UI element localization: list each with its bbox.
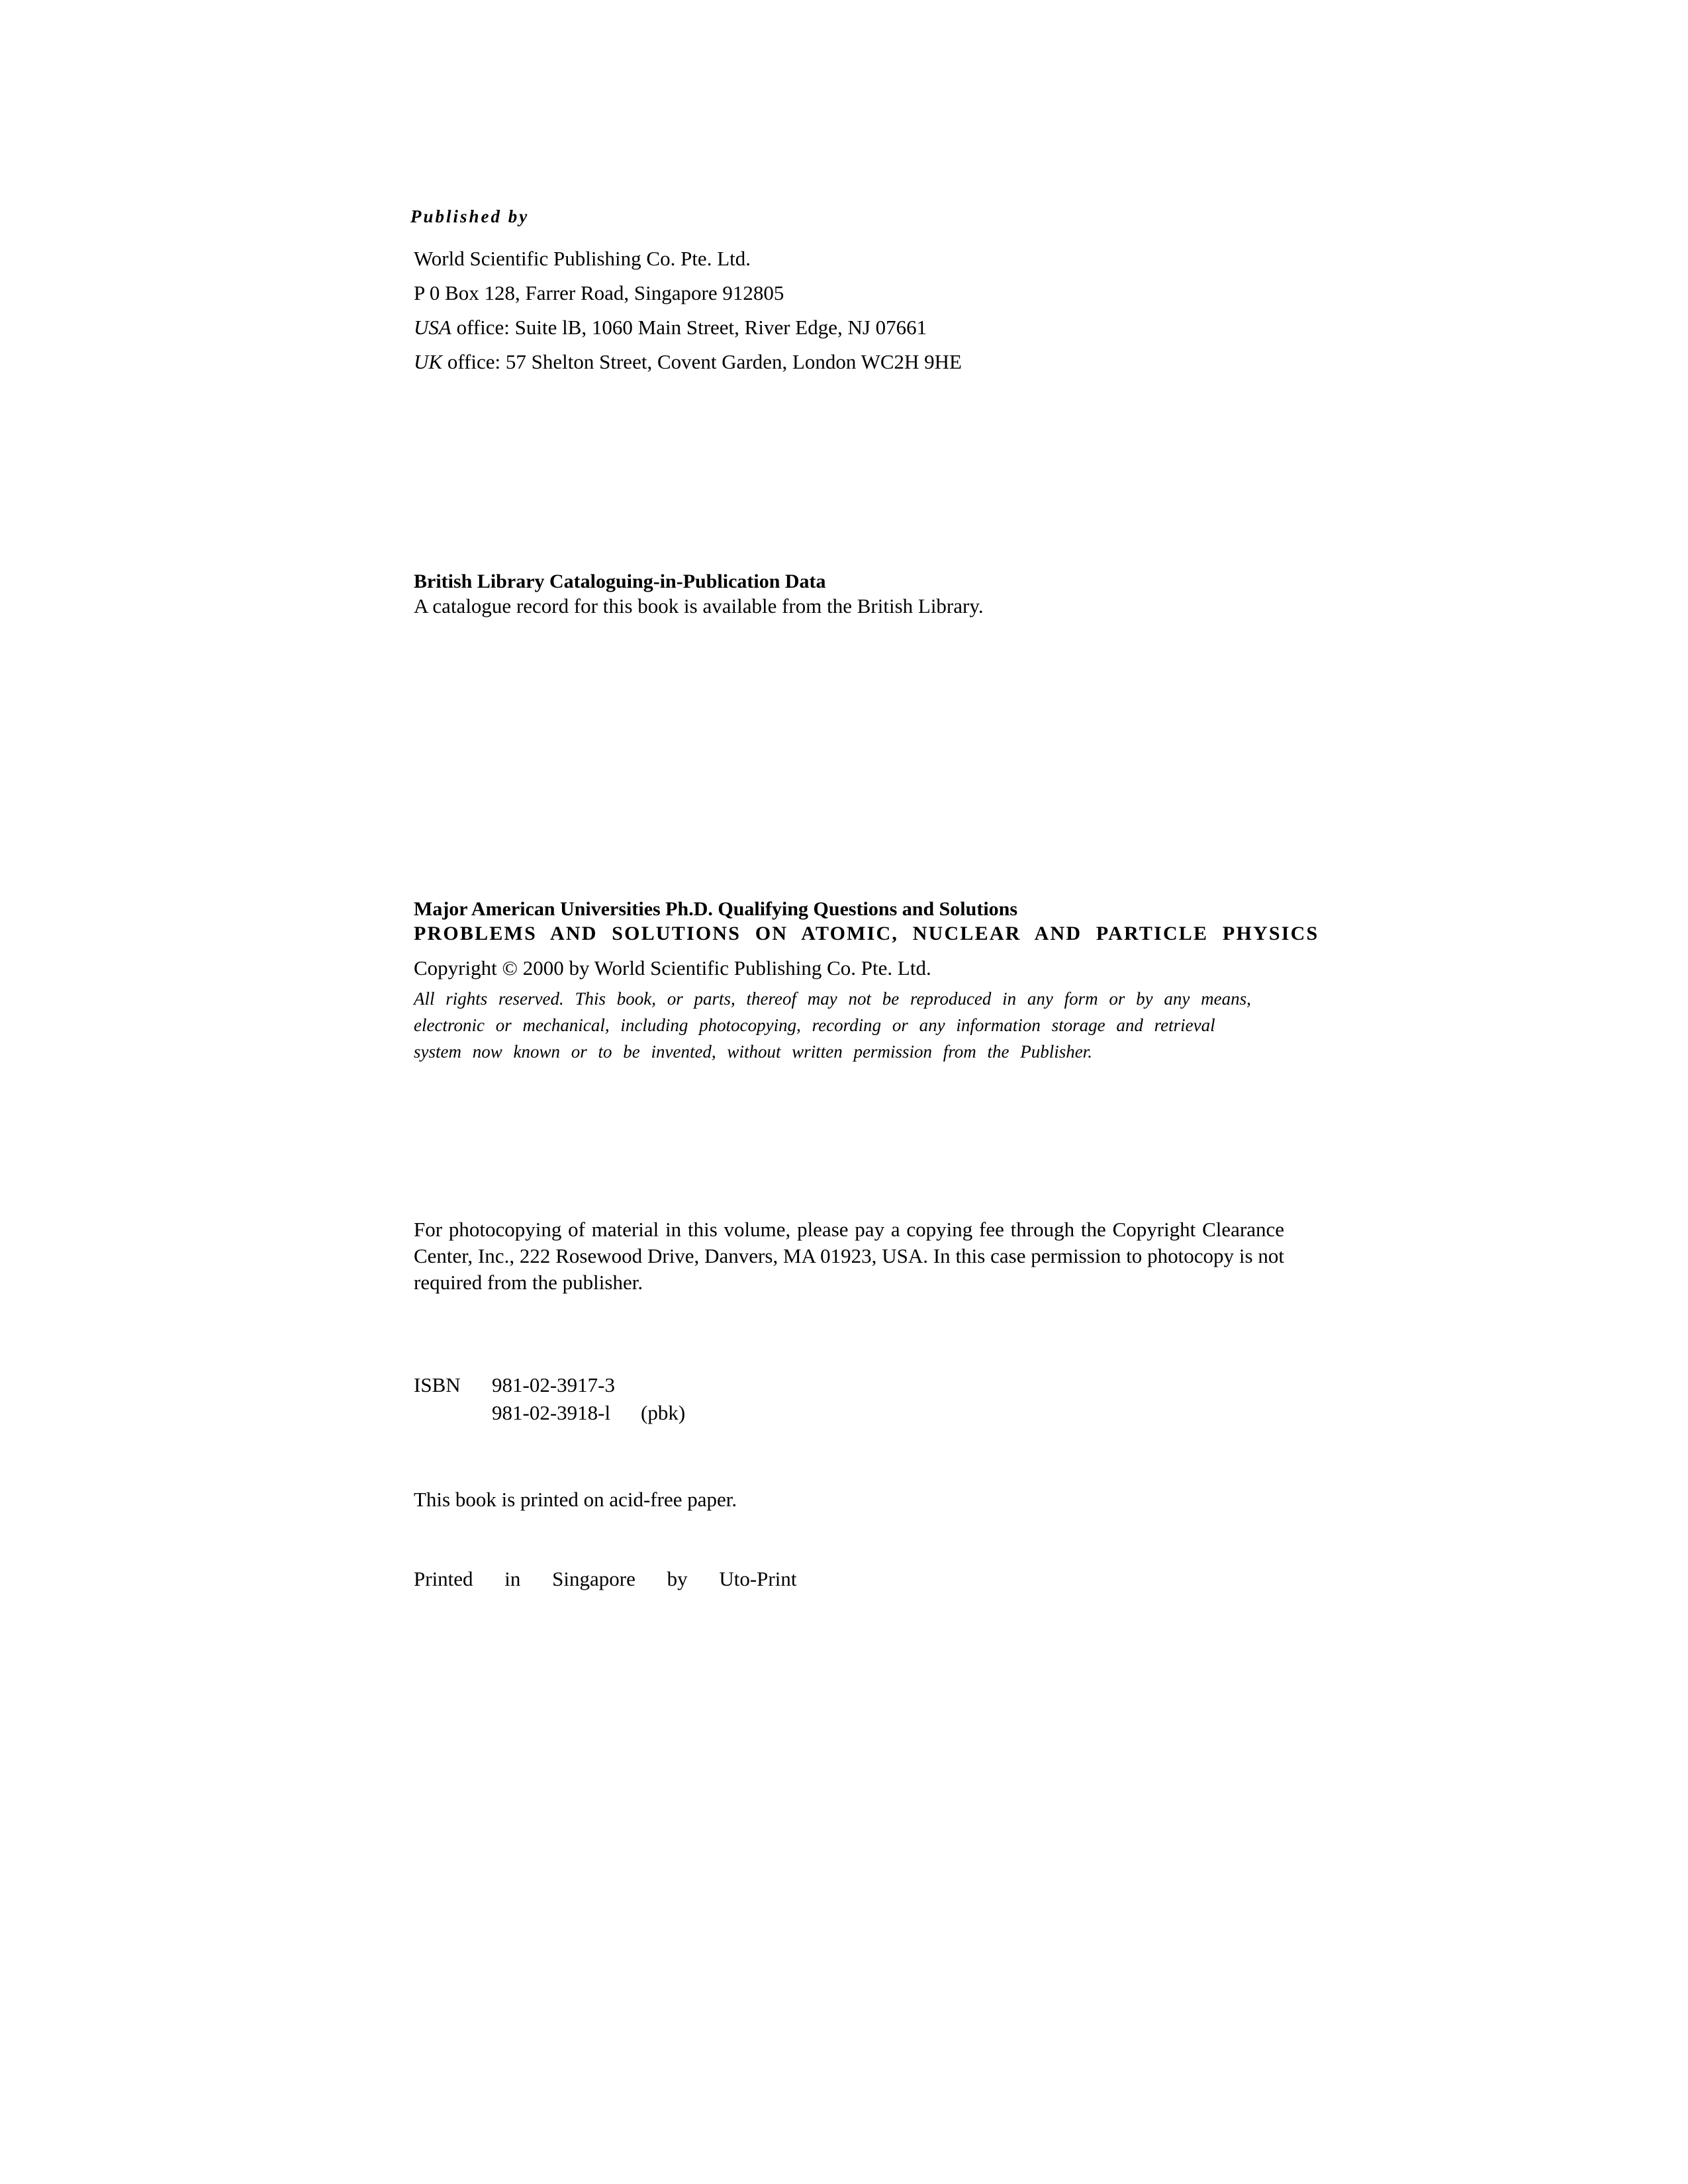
published-by-label: Published by <box>410 206 530 226</box>
isbn-block <box>414 1371 685 1427</box>
isbn-label: ISBN <box>414 1373 461 1396</box>
isbn-number: 981-02-3917-3 <box>492 1373 615 1396</box>
isbn-row-1 <box>414 1371 685 1399</box>
cataloguing-heading: British Library Cataloguing-in-Publication Data <box>414 570 826 592</box>
uk-office-address: office: 57 Shelton Street, Covent Garden, London WC2H 9HE <box>447 350 962 373</box>
rights-line-1: All rights reserved. This book, or parts, thereof may not be reproduced in any form or by any means, <box>414 989 1251 1009</box>
uk-office <box>414 345 962 379</box>
printed-by: Printed in Singapore by Uto-Print <box>414 1567 797 1590</box>
publisher-address: P 0 Box 128, Farrer Road, Singapore 912805 <box>414 281 784 304</box>
publisher-name: World Scientific Publishing Co. Pte. Ltd. <box>414 247 751 270</box>
cataloguing-text: A catalogue record for this book is available from the British Library. <box>414 594 984 617</box>
isbn-row-2 <box>414 1399 685 1427</box>
series-title: Major American Universities Ph.D. Qualifying Questions and Solutions <box>414 898 1018 920</box>
copyright-line: Copyright © 2000 by World Scientific Publishing Co. Pte. Ltd. <box>414 956 931 979</box>
usa-label: USA <box>414 316 451 339</box>
paper-note: This book is printed on acid-free paper. <box>414 1488 737 1511</box>
rights-line-3: system now known or to be invented, without written permission from the Publisher. <box>414 1042 1092 1062</box>
book-block <box>414 897 1319 1065</box>
cataloguing-block <box>414 569 984 618</box>
rights-line-2: electronic or mechanical, including photocopying, recording or any information storage and retrieval <box>414 1015 1215 1035</box>
uk-label: UK <box>414 350 443 373</box>
isbn-pbk: (pbk) <box>641 1401 686 1424</box>
isbn-number: 981-02-3918-l <box>492 1401 611 1424</box>
usa-office-address: office: Suite lB, 1060 Main Street, River Edge, NJ 07661 <box>456 316 927 339</box>
book-title: PROBLEMS AND SOLUTIONS ON ATOMIC, NUCLEAR AND PARTICLE PHYSICS <box>414 923 1319 944</box>
photocopying-notice: For photocopying of material in this volume, please pay a copying fee through the Copyright Clearance Center, Inc., 222 Rosewood Drive, Danvers, MA 01923, USA. In this case permission to photocopy is not required from the publisher. <box>414 1218 1284 1294</box>
publisher-block <box>414 242 962 379</box>
usa-office <box>414 310 962 345</box>
